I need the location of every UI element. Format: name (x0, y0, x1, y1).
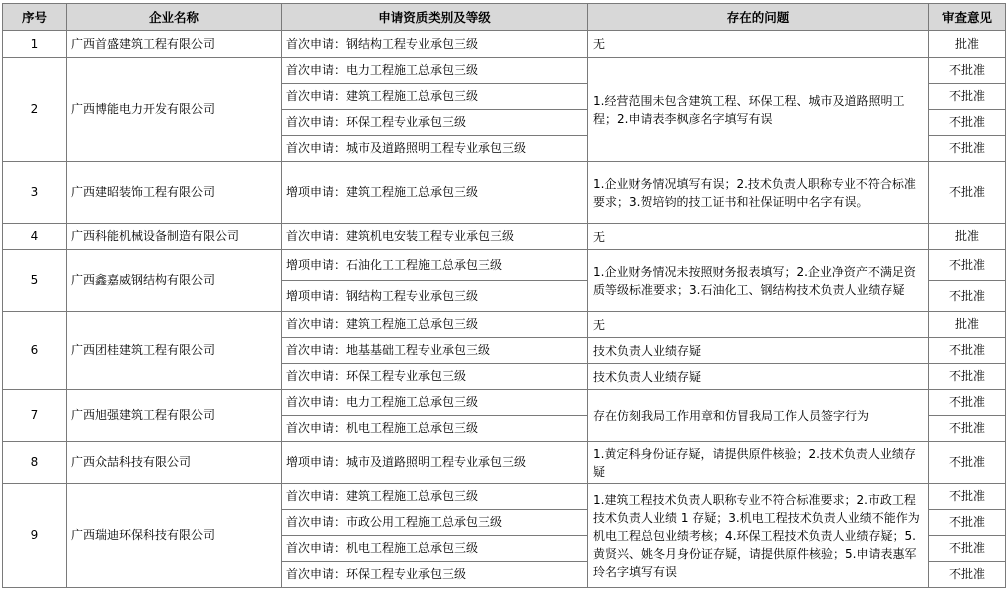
opinion-cell: 不批准 (929, 250, 1006, 281)
issue-cell: 无 (588, 312, 929, 338)
qualification-cell: 首次申请：市政公用工程施工总承包三级 (282, 510, 588, 536)
opinion-cell: 不批准 (929, 536, 1006, 562)
header-row (3, 4, 1006, 31)
header-opinion: 审查意见 (929, 4, 1006, 31)
table-row (3, 224, 1006, 250)
opinion-cell: 批准 (929, 224, 1006, 250)
header-company: 企业名称 (67, 4, 282, 31)
company-cell: 广西博能电力开发有限公司 (67, 58, 282, 162)
qualification-cell: 首次申请：建筑机电安装工程专业承包三级 (282, 224, 588, 250)
opinion-cell: 不批准 (929, 562, 1006, 588)
issue-cell: 1.企业财务情况未按照财务报表填写；2.企业净资产不满足资质等级标准要求；3.石油化工、钢结构技术负责人业绩存疑 (588, 250, 929, 312)
issue-cell: 1.经营范围未包含建筑工程、环保工程、城市及道路照明工程；2.申请表李枫彦名字填写有误 (588, 58, 929, 162)
header-issues: 存在的问题 (588, 4, 929, 31)
qualification-cell: 增项申请：石油化工工程施工总承包三级 (282, 250, 588, 281)
qualification-cell: 首次申请：环保工程专业承包三级 (282, 110, 588, 136)
qualification-cell: 首次申请：建筑工程施工总承包三级 (282, 312, 588, 338)
seq-cell: 5 (3, 250, 67, 312)
seq-cell: 7 (3, 390, 67, 442)
qualification-cell: 首次申请：建筑工程施工总承包三级 (282, 484, 588, 510)
issue-cell: 技术负责人业绩存疑 (588, 338, 929, 364)
opinion-cell: 不批准 (929, 136, 1006, 162)
company-cell: 广西众喆科技有限公司 (67, 442, 282, 484)
qualification-cell: 首次申请：钢结构工程专业承包三级 (282, 31, 588, 58)
opinion-cell: 不批准 (929, 162, 1006, 224)
table-row (3, 484, 1006, 510)
qualification-cell: 首次申请：环保工程专业承包三级 (282, 562, 588, 588)
table-row (3, 31, 1006, 58)
opinion-cell: 不批准 (929, 390, 1006, 416)
opinion-cell: 不批准 (929, 510, 1006, 536)
qualification-cell: 首次申请：地基基础工程专业承包三级 (282, 338, 588, 364)
issue-cell: 1.建筑工程技术负责人职称专业不符合标准要求；2.市政工程技术负责人业绩 1 存疑；3.机电工程技术负责人业绩不能作为机电工程总包业绩考核；4.环保工程技术负责人业绩存疑；5.黄贤兴、姚冬月身份证存疑，请提供原件核验；5.申请表惠军玲名字填写有误 (588, 484, 929, 588)
seq-cell: 6 (3, 312, 67, 390)
issue-cell: 无 (588, 31, 929, 58)
issue-cell: 技术负责人业绩存疑 (588, 364, 929, 390)
header-qualification: 申请资质类别及等级 (282, 4, 588, 31)
seq-cell: 9 (3, 484, 67, 588)
table-row (3, 250, 1006, 281)
table-row (3, 442, 1006, 484)
qualification-cell: 首次申请：电力工程施工总承包三级 (282, 58, 588, 84)
qualification-cell: 首次申请：城市及道路照明工程专业承包三级 (282, 136, 588, 162)
opinion-cell: 不批准 (929, 364, 1006, 390)
issue-cell: 存在仿刻我局工作用章和仿冒我局工作人员签字行为 (588, 390, 929, 442)
seq-cell: 8 (3, 442, 67, 484)
table-row (3, 312, 1006, 338)
opinion-cell: 不批准 (929, 58, 1006, 84)
opinion-cell: 不批准 (929, 442, 1006, 484)
opinion-cell: 不批准 (929, 281, 1006, 312)
qualification-cell: 首次申请：机电工程施工总承包三级 (282, 416, 588, 442)
issue-cell: 无 (588, 224, 929, 250)
qualification-cell: 首次申请：环保工程专业承包三级 (282, 364, 588, 390)
opinion-cell: 不批准 (929, 416, 1006, 442)
opinion-cell: 不批准 (929, 84, 1006, 110)
opinion-cell: 不批准 (929, 110, 1006, 136)
company-cell: 广西团桂建筑工程有限公司 (67, 312, 282, 390)
qualification-cell: 增项申请：钢结构工程专业承包三级 (282, 281, 588, 312)
company-cell: 广西建昭装饰工程有限公司 (67, 162, 282, 224)
opinion-cell: 不批准 (929, 484, 1006, 510)
company-cell: 广西旭强建筑工程有限公司 (67, 390, 282, 442)
qualification-cell: 首次申请：电力工程施工总承包三级 (282, 390, 588, 416)
company-cell: 广西鑫嘉威钢结构有限公司 (67, 250, 282, 312)
header-seq: 序号 (3, 4, 67, 31)
company-cell: 广西科能机械设备制造有限公司 (67, 224, 282, 250)
review-table (2, 3, 1006, 588)
seq-cell: 1 (3, 31, 67, 58)
opinion-cell: 批准 (929, 312, 1006, 338)
company-cell: 广西瑞迪环保科技有限公司 (67, 484, 282, 588)
qualification-cell: 增项申请：城市及道路照明工程专业承包三级 (282, 442, 588, 484)
opinion-cell: 不批准 (929, 338, 1006, 364)
qualification-cell: 增项申请：建筑工程施工总承包三级 (282, 162, 588, 224)
seq-cell: 4 (3, 224, 67, 250)
issue-cell: 1.企业财务情况填写有误；2.技术负责人职称专业不符合标准要求；3.贺培钧的技工证书和社保证明中名字有误。 (588, 162, 929, 224)
opinion-cell: 批准 (929, 31, 1006, 58)
company-cell: 广西首盛建筑工程有限公司 (67, 31, 282, 58)
table-row (3, 390, 1006, 416)
qualification-cell: 首次申请：机电工程施工总承包三级 (282, 536, 588, 562)
seq-cell: 2 (3, 58, 67, 162)
qualification-cell: 首次申请：建筑工程施工总承包三级 (282, 84, 588, 110)
seq-cell: 3 (3, 162, 67, 224)
table-row (3, 58, 1006, 84)
issue-cell: 1.黄定科身份证存疑，请提供原件核验；2.技术负责人业绩存疑 (588, 442, 929, 484)
table-row (3, 162, 1006, 224)
